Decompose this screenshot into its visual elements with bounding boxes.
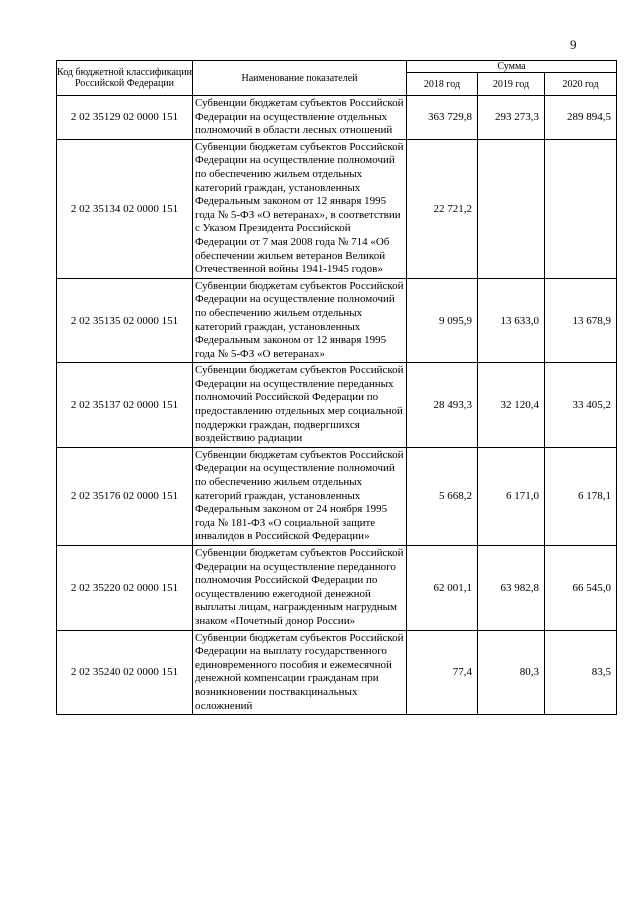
value-2020: 289 894,5: [545, 96, 617, 140]
value-2019: 13 633,0: [478, 278, 545, 363]
page-number: 9: [570, 37, 577, 52]
row-code: 2 02 35134 02 0000 151: [57, 139, 193, 278]
value-2018: 22 721,2: [407, 139, 478, 278]
header-year-2018: 2018 год: [407, 73, 478, 96]
table-row: [57, 278, 617, 363]
value-2020: 33 405,2: [545, 363, 617, 448]
table-row: [57, 363, 617, 448]
row-name: Субвенции бюджетам субъектов Российской Федерации на осуществление полномочий по обеспечению жильем отдельных категорий граждан, установленных Федеральным законом от 12 января 1995 года № 5-ФЗ «О ветеранах», в соответствии с Указом Президента Российской Федерации от 7 мая 2008 года № 714 «Об обеспечении жильем ветеранов Великой Отечественной войны 1941-1945 годов»: [193, 139, 407, 278]
row-code: 2 02 35135 02 0000 151: [57, 278, 193, 363]
value-2020: 66 545,0: [545, 546, 617, 631]
row-name: Субвенции бюджетам субъектов Российской Федерации на осуществление отдельных полномочий в области лесных отношений: [193, 96, 407, 140]
value-2018: 62 001,1: [407, 546, 478, 631]
header-year-2020: 2020 год: [545, 73, 617, 96]
value-2019: 80,3: [478, 630, 545, 715]
value-2018: 77,4: [407, 630, 478, 715]
value-2020: 83,5: [545, 630, 617, 715]
value-2018: 363 729,8: [407, 96, 478, 140]
budget-table: [56, 60, 617, 715]
value-2019: [478, 139, 545, 278]
value-2018: 28 493,3: [407, 363, 478, 448]
table-row: [57, 447, 617, 545]
row-name: Субвенции бюджетам субъектов Российской Федерации на осуществление полномочий по обеспечению жильем отдельных категорий граждан, установленных Федеральным законом от 12 января 1995 года № 5-ФЗ «О ветеранах»: [193, 278, 407, 363]
value-2019: 293 273,3: [478, 96, 545, 140]
value-2019: 32 120,4: [478, 363, 545, 448]
value-2018: 5 668,2: [407, 447, 478, 545]
row-code: 2 02 35176 02 0000 151: [57, 447, 193, 545]
value-2020: [545, 139, 617, 278]
table-row: [57, 139, 617, 278]
table-row: [57, 546, 617, 631]
value-2020: 6 178,1: [545, 447, 617, 545]
value-2020: 13 678,9: [545, 278, 617, 363]
value-2019: 63 982,8: [478, 546, 545, 631]
header-code: Код бюджетной классификации Российской Федерации: [57, 61, 193, 96]
value-2018: 9 095,9: [407, 278, 478, 363]
row-name: Субвенции бюджетам субъектов Российской Федерации на осуществление полномочий по обеспечению жильем отдельных категорий граждан, установленных Федеральным законом от 24 ноября 1995 года № 181-ФЗ «О социальной защите инвалидов в Российской Федерации»: [193, 447, 407, 545]
row-code: 2 02 35240 02 0000 151: [57, 630, 193, 715]
row-code: 2 02 35129 02 0000 151: [57, 96, 193, 140]
table-row: [57, 96, 617, 140]
row-code: 2 02 35137 02 0000 151: [57, 363, 193, 448]
row-name: Субвенции бюджетам субъектов Российской Федерации на осуществление переданных полномочий Российской Федерации по предоставлению отдельных мер социальной поддержки граждан, подвергшихся воздействию радиации: [193, 363, 407, 448]
header-name: Наименование показателей: [193, 61, 407, 96]
header-year-2019: 2019 год: [478, 73, 545, 96]
row-code: 2 02 35220 02 0000 151: [57, 546, 193, 631]
row-name: Субвенции бюджетам субъектов Российской Федерации на осуществление переданного полномочия Российской Федерации по осуществлению ежегодной денежной выплаты лицам, награжденным нагрудным знаком «Почетный донор России»: [193, 546, 407, 631]
row-name: Субвенции бюджетам субъектов Российской Федерации на выплату государственного единовременного пособия и ежемесячной денежной компенсации гражданам при возникновении поствакцинальных осложнений: [193, 630, 407, 715]
table-row: [57, 630, 617, 715]
value-2019: 6 171,0: [478, 447, 545, 545]
header-sum: Сумма: [407, 61, 617, 73]
